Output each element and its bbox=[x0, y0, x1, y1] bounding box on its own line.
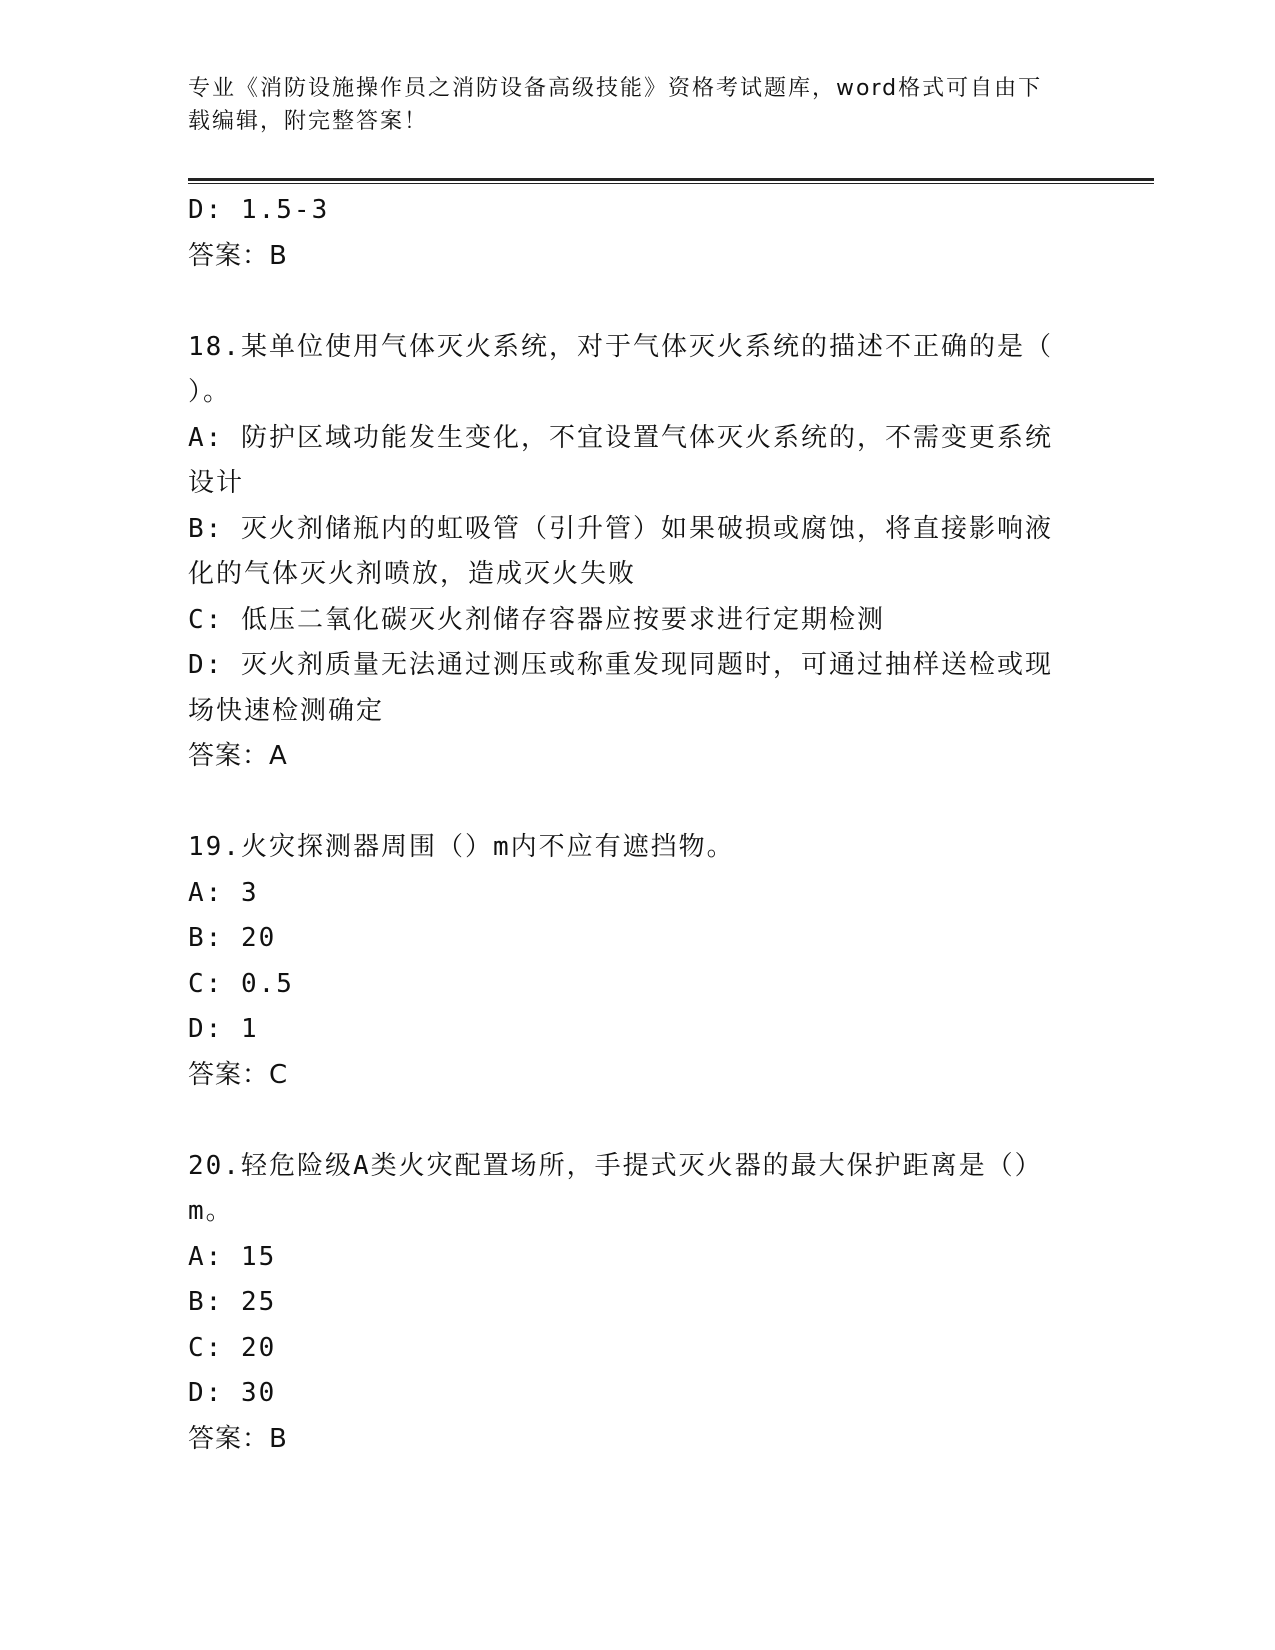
header-rule-thin bbox=[188, 183, 1154, 184]
q18-option-d-line-1: D: 灭火剂质量无法通过测压或称重发现同题时，可通过抽样送检或现 bbox=[188, 650, 1053, 680]
q18-option-c: C: 低压二氧化碳灭火剂储存容器应按要求进行定期检测 bbox=[188, 604, 885, 635]
q20-stem-line-2: m。 bbox=[188, 1196, 234, 1226]
question-17-tail bbox=[188, 188, 1088, 279]
q20-stem-line-1: 20.轻危险级A类火灾配置场所，手提式灭火器的最大保护距离是（） bbox=[188, 1150, 1043, 1181]
q18-stem-line-2: ）。 bbox=[188, 377, 232, 407]
q18-option-a-line-2: 设计 bbox=[188, 468, 245, 498]
header-line-2: 载编辑，附完整答案！ bbox=[188, 109, 429, 134]
question-20 bbox=[188, 1144, 1088, 1463]
q18-option-d-line-2: 场快速检测确定 bbox=[188, 695, 385, 726]
spacer bbox=[188, 1098, 1088, 1144]
header-line-1: 专业《消防设施操作员之消防设备高级技能》资格考试题库，word格式可自由下 bbox=[188, 76, 1043, 101]
q20-answer: 答案：B bbox=[188, 1423, 288, 1454]
q19-option-a: A: 3 bbox=[188, 877, 259, 908]
q20-option-b: B: 25 bbox=[188, 1287, 277, 1317]
header-rule-thick bbox=[188, 178, 1154, 181]
q19-option-d: D: 1 bbox=[188, 1014, 259, 1044]
q18-stem-line-1: 18.某单位使用气体灭火系统，对于气体灭火系统的描述不正确的是（ bbox=[188, 331, 1053, 362]
q17-option-d: D: 1.5-3 bbox=[188, 195, 330, 225]
q19-answer: 答案：C bbox=[188, 1059, 289, 1090]
page-header bbox=[188, 72, 1068, 138]
q18-option-b-line-2: 化的气体灭火剂喷放，造成灭火失败 bbox=[188, 559, 637, 589]
q20-option-a: A: 15 bbox=[188, 1241, 277, 1272]
question-19 bbox=[188, 825, 1088, 1098]
q19-option-c: C: 0.5 bbox=[188, 968, 294, 999]
spacer bbox=[188, 279, 1088, 325]
q20-option-c: C: 20 bbox=[188, 1332, 277, 1363]
q18-answer: 答案：A bbox=[188, 741, 288, 771]
question-18 bbox=[188, 325, 1088, 780]
q18-option-b-line-1: B: 灭火剂储瓶内的虹吸管（引升管）如果破损或腐蚀，将直接影响液 bbox=[188, 513, 1053, 544]
q19-option-b: B: 20 bbox=[188, 923, 277, 953]
q18-option-a-line-1: A: 防护区域功能发生变化，不宜设置气体灭火系统的，不需变更系统 bbox=[188, 422, 1053, 453]
q20-option-d: D: 30 bbox=[188, 1378, 277, 1408]
question-list bbox=[188, 188, 1088, 1462]
q17-answer: 答案：B bbox=[188, 240, 288, 271]
spacer bbox=[188, 780, 1088, 826]
q19-stem: 19.火灾探测器周围（）m内不应有遮挡物。 bbox=[188, 832, 735, 862]
